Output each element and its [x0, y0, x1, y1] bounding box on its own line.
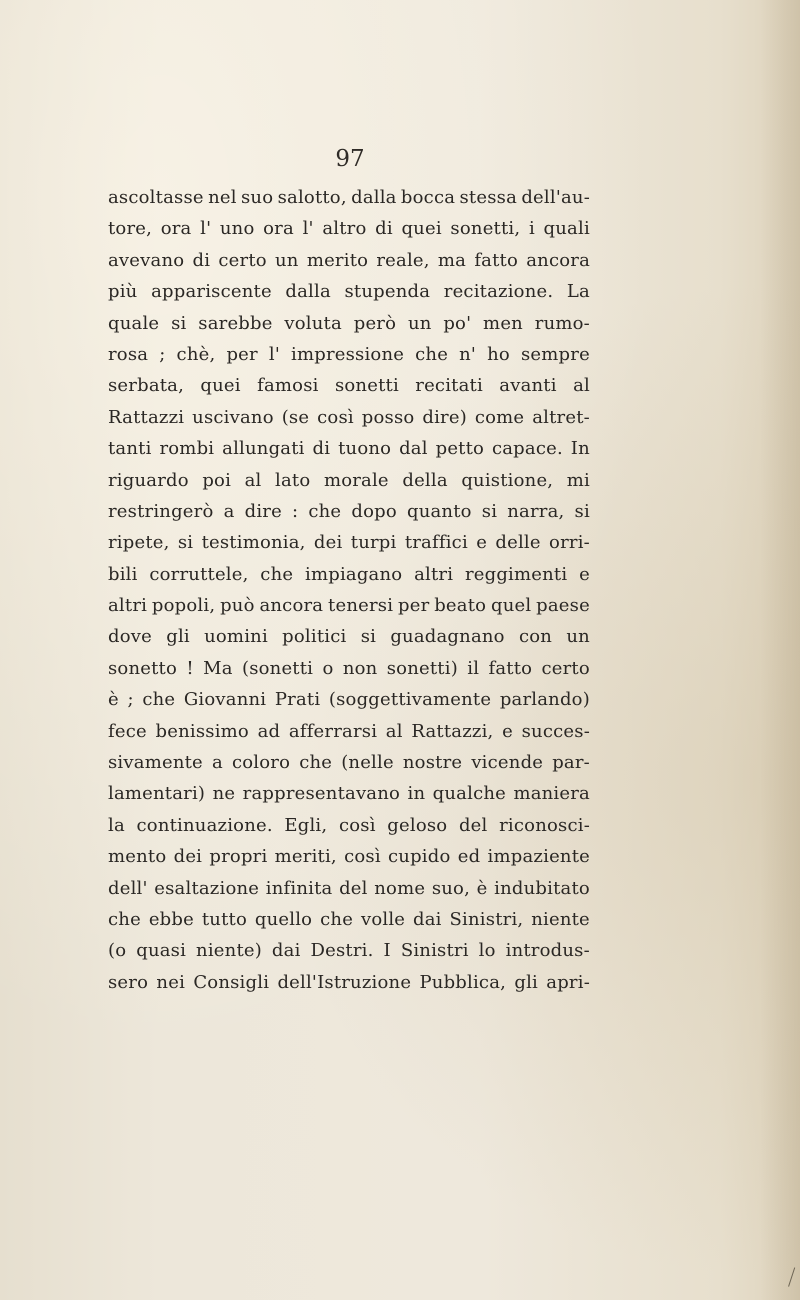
- page-number: 97: [335, 146, 365, 172]
- body-text: [108, 182, 590, 998]
- text-line: ascoltasse nel suo salotto, dalla bocca stessa dell'au-: [108, 187, 590, 208]
- text-line: (o quasi niente) dai Destri. I Sinistri lo introdus-: [108, 940, 590, 962]
- text-line: quale si sarebbe voluta però un po' men rumo-: [108, 312, 590, 334]
- page-edge-shadow: [760, 0, 800, 1300]
- text-line: tanti rombi allungati di tuono dal petto capace. In: [108, 438, 590, 460]
- text-line: sivamente a coloro che (nelle nostre vicende par-: [108, 752, 590, 774]
- text-line: dell' esaltazione infinita del nome suo, è indubitato: [108, 877, 590, 899]
- text-line: restringerò a dire : che dopo quanto si narra, si: [108, 500, 590, 522]
- text-line: dove gli uomini politici si guadagnano con un: [108, 626, 590, 648]
- text-line: altri popoli, può ancora tenersi per beato quel paese: [108, 595, 590, 617]
- text-line: che ebbe tutto quello che volle dai Sinistri, niente: [108, 908, 590, 930]
- text-line: lamentari) ne rappresentavano in qualche maniera: [108, 783, 590, 805]
- text-line: Rattazzi uscivano (se così posso dire) come altret-: [108, 406, 590, 428]
- text-line: serbata, quei famosi sonetti recitati avanti al: [108, 375, 590, 397]
- text-line: sero nei Consigli dell'Istruzione Pubblica, gli apri-: [108, 971, 590, 993]
- text-line: fece benissimo ad afferrarsi al Rattazzi, e succes-: [108, 720, 590, 742]
- text-line: è ; che Giovanni Prati (soggettivamente parlando): [108, 689, 590, 711]
- text-line: la continuazione. Egli, così geloso del riconosci-: [108, 814, 590, 836]
- text-line: sonetto ! Ma (sonetti o non sonetti) il fatto certo: [108, 657, 590, 679]
- text-line: tore, ora l' uno ora l' altro di quei sonetti, i quali: [108, 218, 590, 240]
- text-line: riguardo poi al lato morale della quistione, mi: [108, 469, 590, 491]
- text-line: avevano di certo un merito reale, ma fatto ancora: [108, 249, 590, 271]
- text-line: rosa ; chè, per l' impressione che n' ho sempre: [108, 343, 590, 365]
- text-line: mento dei propri meriti, così cupido ed impaziente: [108, 846, 590, 868]
- text-line: bili corruttele, che impiagano altri reggimenti e: [108, 563, 590, 585]
- text-line: ripete, si testimonia, dei turpi traffici e delle orri-: [108, 532, 590, 554]
- text-line: più appariscente dalla stupenda recitazione. La: [108, 281, 590, 303]
